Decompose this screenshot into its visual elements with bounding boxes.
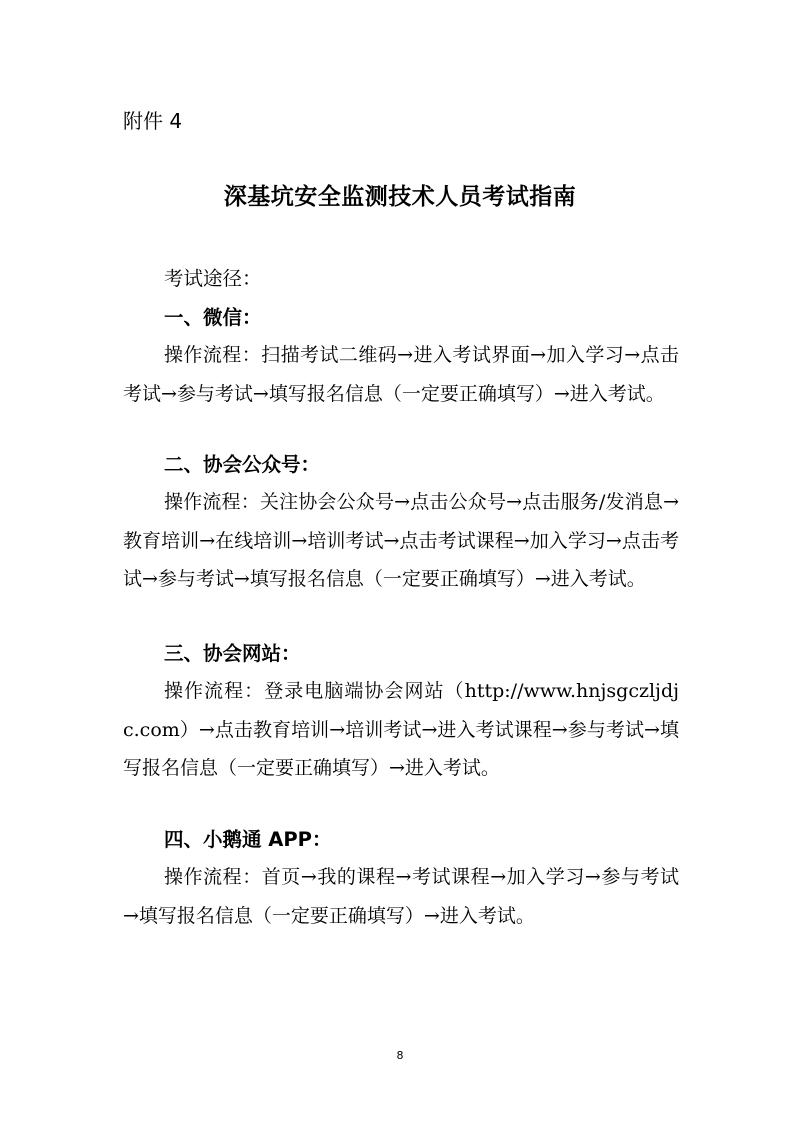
section-text-app: 操作流程：首页→我的课程→考试课程→加入学习→参与考试→填写报名信息（一定要正确填写）→进入考试。 [123,866,679,927]
section-heading-app: 四、小鹅通 APP： [164,828,332,851]
attachment-label: 附件 4 [123,109,183,133]
page-title: 深基坑安全监测技术人员考试指南 [223,184,577,210]
section-heading-website: 三、协会网站： [164,642,301,665]
section-text-wechat: 操作流程：扫描考试二维码→进入考试界面→加入学习→点击考试→参与考试→填写报名信息（一定要正确填写）→进入考试。 [123,344,679,405]
section-heading-official-account: 二、协会公众号： [164,453,321,476]
section-text-website: 操作流程：登录电脑端协会网站（http://www.hnjsgczljdjc.com）→点击教育培训→培训考试→进入考试课程→参与考试→填写报名信息（一定要正确填写）→进入考试。 [123,680,679,780]
section-text-official-account: 操作流程：关注协会公众号→点击公众号→点击服务/发消息→教育培训→在线培训→培训考试→点击考试课程→加入学习→点击考试→参与考试→填写报名信息（一定要正确填写）→进入考试。 [123,491,679,591]
section-heading-wechat: 一、微信： [164,306,262,329]
exam-channels-intro: 考试途径： [164,267,262,290]
page-number: 8 [396,1049,404,1062]
